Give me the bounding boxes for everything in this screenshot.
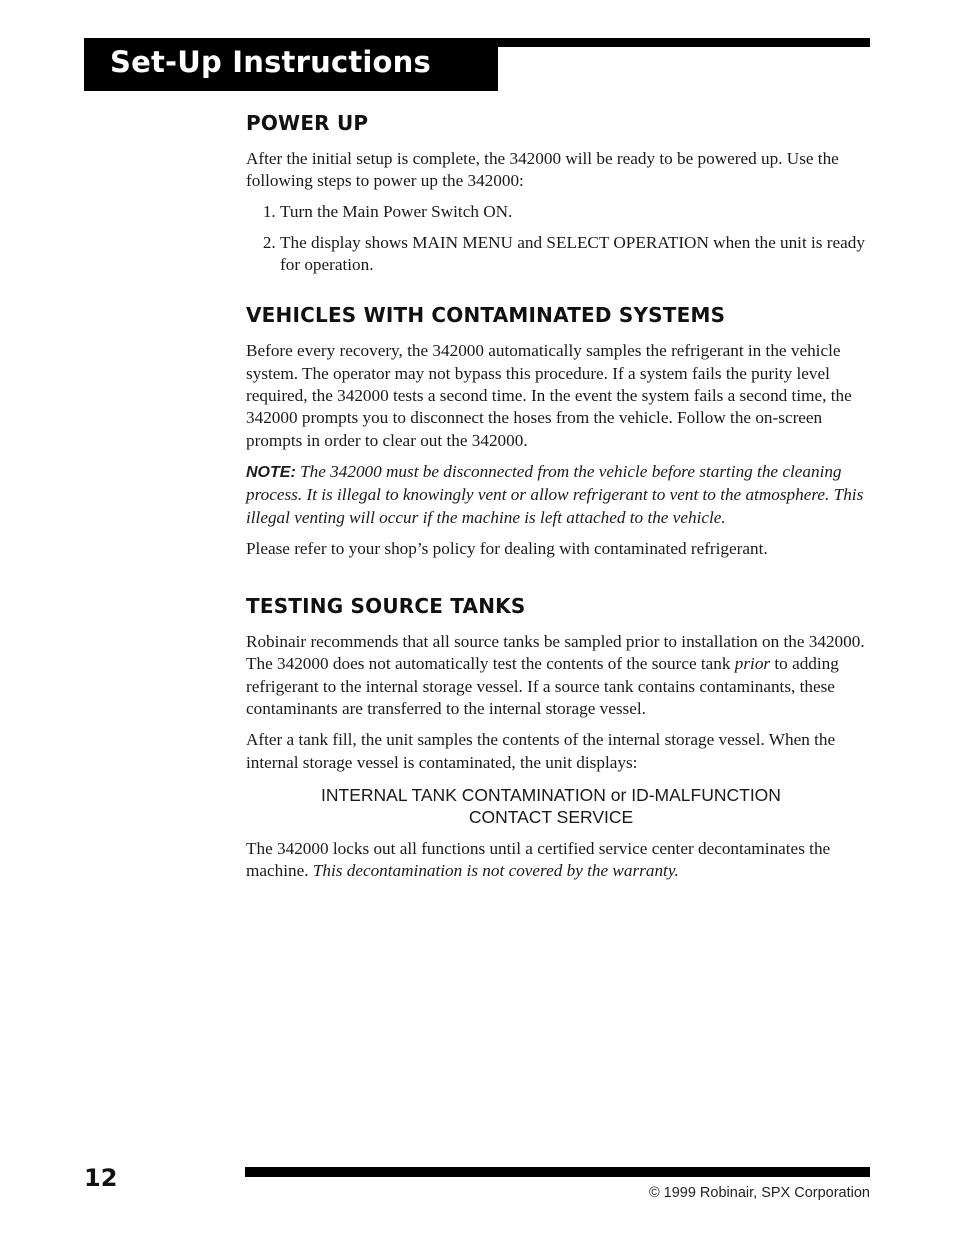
section-contaminated-systems <box>246 303 876 560</box>
testing-paragraph-2: After a tank fill, the unit samples the contents of the internal storage vessel. When the internal storage vessel is contaminated, the unit displays: <box>246 730 836 772</box>
page-title: Set-Up Instructions <box>110 45 431 79</box>
testing-p3-text: The 342000 locks out all functions until a certified service center decontaminates the machine. <box>246 838 831 881</box>
display-message <box>246 784 876 829</box>
section-heading-contaminated: VEHICLES WITH CONTAMINATED SYSTEMS <box>246 303 726 328</box>
testing-p1-text-end: to adding refrigerant to the internal storage vessel. If a source tank contains contaminants, these contaminants are transferred to the internal storage vessel. <box>246 654 839 719</box>
contaminated-paragraph: Before every recovery, the 342000 automatically samples the refrigerant in the vehicle system. The operator may not bypass this procedure. If a system fails the purity level required, the 342000 tests a second time. In the event the system fails a second time, the 342000 prompts you to disconnect the hoses from the vehicle. Follow the on-screen prompts in order to clear out the 342000. <box>246 341 852 450</box>
step-item: 2. The display shows MAIN MENU and SELECT OPERATION when the unit is ready for operation. <box>280 232 876 277</box>
display-message-line: CONTACT SERVICE <box>468 807 634 828</box>
testing-p1-text: Robinair recommends that all source tanks be sampled prior to installation on the 342000. The 342000 does not automatically test the contents of the source tank <box>246 632 865 674</box>
page-content <box>246 108 876 883</box>
warranty-note: This decontamination is not covered by the warranty. <box>312 861 679 881</box>
note-text: The 342000 must be disconnected from the vehicle before starting the cleaning process. It is illegal to knowingly vent or allow refrigerant to vent to the atmosphere. This illegal venting will occur if the machine is left attached to the vehicle. <box>246 461 864 527</box>
note-paragraph <box>246 461 876 529</box>
section-heading-testing: TESTING SOURCE TANKS <box>246 594 526 619</box>
power-up-steps <box>246 201 876 277</box>
policy-paragraph: Please refer to your shop’s policy for dealing with contaminated refrigerant. <box>246 538 768 558</box>
section-heading-power-up: POWER UP <box>246 111 369 135</box>
testing-paragraph-3 <box>246 838 876 883</box>
testing-paragraph-1 <box>246 631 876 720</box>
display-message-line: INTERNAL TANK CONTAMINATION or ID-MALFUNCTION <box>321 784 781 805</box>
power-up-intro: After the initial setup is complete, the 342000 will be ready to be powered up. Use the following steps to power up the 342000: <box>246 149 839 191</box>
copyright-notice: © 1999 Robinair, SPX Corporation <box>648 1185 870 1201</box>
section-testing-source-tanks <box>246 594 876 882</box>
testing-p1-emphasis: prior <box>734 654 771 674</box>
step-item: 1. Turn the Main Power Switch ON. <box>280 201 876 223</box>
page-number: 12 <box>84 1164 118 1192</box>
footer-rule <box>245 1167 870 1177</box>
note-label: NOTE: <box>246 463 296 481</box>
section-power-up <box>246 111 876 276</box>
